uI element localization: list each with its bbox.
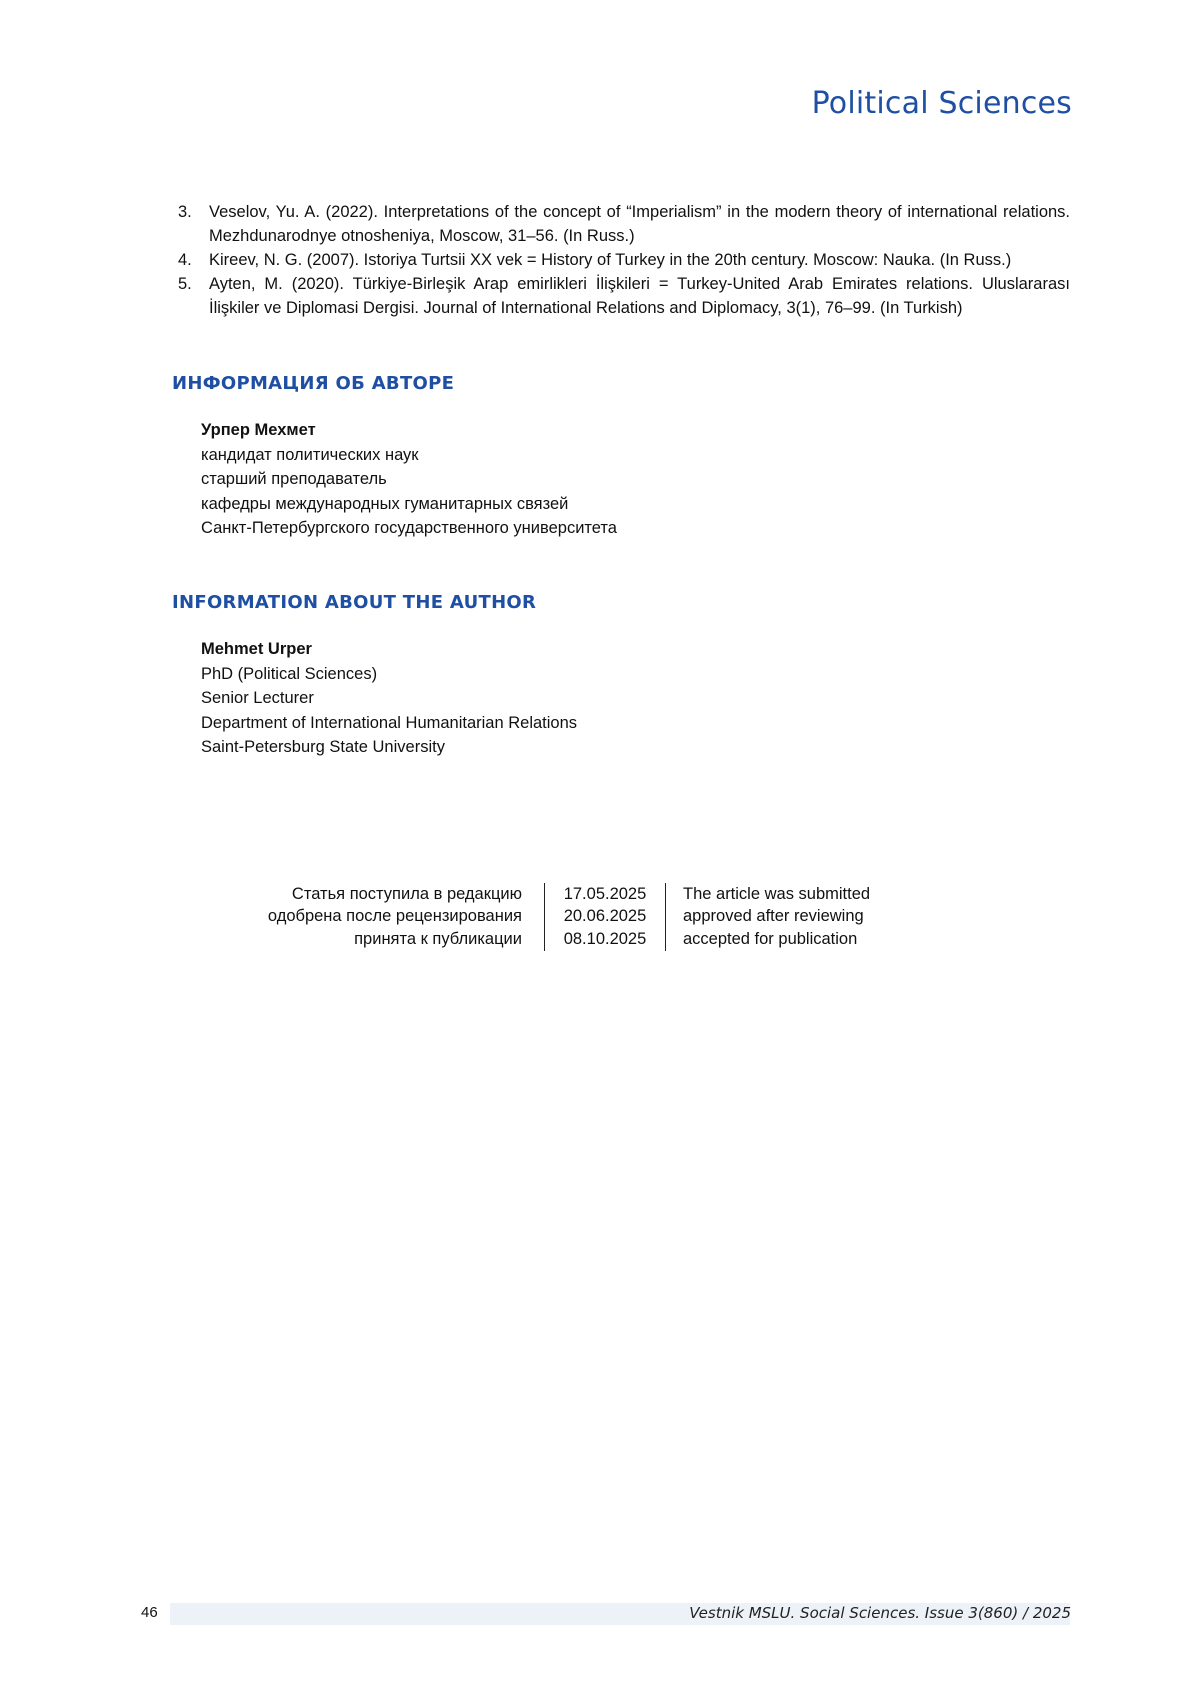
author-department-ru: кафедры международных гуманитарных связей bbox=[201, 494, 569, 513]
author-info-ru bbox=[201, 418, 617, 541]
reference-list bbox=[170, 200, 1070, 320]
author-position-ru: старший преподаватель bbox=[201, 470, 387, 488]
date-value: 20.06.2025 bbox=[545, 906, 666, 929]
table-row bbox=[230, 883, 870, 906]
footer-journal-title: Vestnik MSLU. Social Sciences. Issue 3(860) / 2025 bbox=[689, 1604, 1071, 1622]
author-department-en: Department of International Humanitarian Relations bbox=[201, 713, 578, 732]
author-info-ru-heading: ИНФОРМАЦИЯ ОБ АВТОРЕ bbox=[172, 373, 455, 394]
author-university-ru: Санкт-Петербургского государственного университета bbox=[201, 519, 617, 537]
date-label-en: accepted for publication bbox=[683, 929, 858, 948]
article-dates-table bbox=[230, 883, 870, 951]
date-label-ru: Статья поступила в редакцию bbox=[230, 883, 545, 906]
date-label-en: approved after reviewing bbox=[683, 907, 864, 926]
reference-item bbox=[170, 200, 1070, 248]
running-head-section: Political Sciences bbox=[811, 86, 1072, 121]
author-name-en: Mehmet Urper bbox=[201, 640, 312, 658]
reference-number: 5. bbox=[178, 275, 192, 293]
date-value: 08.10.2025 bbox=[545, 928, 666, 951]
reference-number: 4. bbox=[178, 251, 192, 269]
author-university-en: Saint-Petersburg State University bbox=[201, 738, 445, 756]
author-degree-en: PhD (Political Sciences) bbox=[201, 664, 378, 683]
date-label-ru: одобрена после рецензирования bbox=[230, 906, 545, 929]
date-value: 17.05.2025 bbox=[545, 883, 666, 906]
reference-text: Kireev, N. G. (2007). Istoriya Turtsii XX vek = History of Turkey in the 20th century. Moscow: Nauka. (In Russ.) bbox=[209, 251, 1012, 269]
table-row bbox=[230, 906, 870, 929]
author-name-ru: Урпер Мехмет bbox=[201, 421, 316, 439]
reference-text: Veselov, Yu. A. (2022). Interpretations of the concept of “Imperialism” in the modern theory of international relations. Mezhdunarodnye otnosheniya, Moscow, 31–56. (In Russ.) bbox=[209, 203, 1070, 245]
date-label-ru: принята к публикации bbox=[230, 928, 545, 951]
date-label-en: The article was submitted bbox=[683, 884, 871, 903]
author-info-en bbox=[201, 637, 577, 760]
reference-text: Ayten, M. (2020). Türkiye-Birleşik Arap emirlikleri İlişkileri = Turkey-United Arab Emirates relations. Uluslararası İlişkiler ve Diplomasi Dergisi. Journal of International Relations and Diplomacy, 3(1), 76–99. (In Turkish) bbox=[209, 275, 1070, 317]
reference-item bbox=[170, 248, 1070, 272]
author-info-en-heading: INFORMATION ABOUT THE AUTHOR bbox=[172, 592, 537, 613]
author-position-en: Senior Lecturer bbox=[201, 689, 314, 707]
reference-item bbox=[170, 272, 1070, 320]
reference-number: 3. bbox=[178, 203, 192, 221]
table-row bbox=[230, 928, 870, 951]
author-degree-ru: кандидат политических наук bbox=[201, 445, 419, 464]
page-number: 46 bbox=[141, 1604, 158, 1621]
